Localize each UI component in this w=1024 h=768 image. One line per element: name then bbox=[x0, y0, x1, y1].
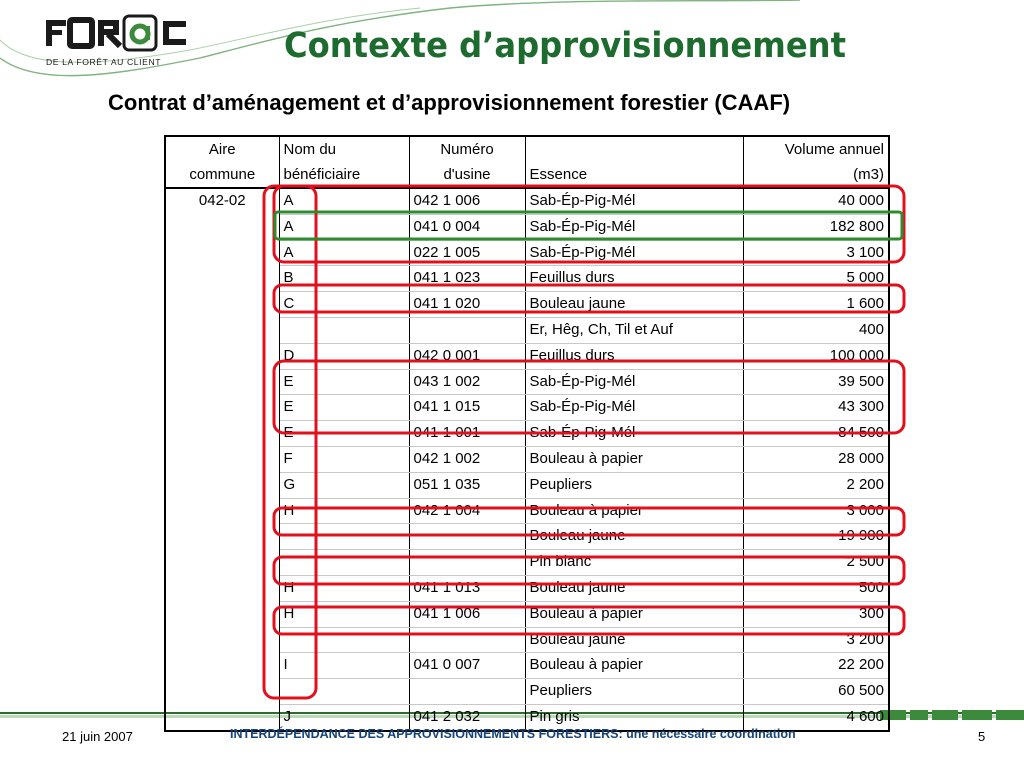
cell-numero-usine: 041 0 004 bbox=[409, 214, 525, 240]
cell-aire-commune bbox=[165, 653, 279, 679]
cell-numero-usine: 042 0 001 bbox=[409, 343, 525, 369]
cell-essence: Sab-Ép-Pig-Mél bbox=[525, 188, 743, 214]
cell-aire-commune bbox=[165, 627, 279, 653]
header-essence: Essence bbox=[525, 162, 743, 188]
cell-numero-usine: 041 0 007 bbox=[409, 653, 525, 679]
cell-beneficiaire: C bbox=[279, 292, 409, 318]
cell-volume-annuel: 100 000 bbox=[743, 343, 889, 369]
cell-aire-commune: 042-02 bbox=[165, 188, 279, 214]
header-nom-line2: bénéficiaire bbox=[279, 162, 409, 188]
cell-numero-usine: 041 1 013 bbox=[409, 575, 525, 601]
cell-aire-commune bbox=[165, 446, 279, 472]
cell-volume-annuel: 4 600 bbox=[743, 704, 889, 730]
cell-volume-annuel: 3 200 bbox=[743, 627, 889, 653]
cell-aire-commune bbox=[165, 472, 279, 498]
cell-aire-commune bbox=[165, 343, 279, 369]
cell-volume-annuel: 2 200 bbox=[743, 472, 889, 498]
cell-beneficiaire: A bbox=[279, 214, 409, 240]
cell-numero-usine: 041 1 020 bbox=[409, 292, 525, 318]
header-aire-line2: commune bbox=[165, 162, 279, 188]
cell-essence: Sab-Ép-Pig-Mél bbox=[525, 369, 743, 395]
table-row bbox=[165, 601, 889, 627]
cell-numero-usine bbox=[409, 627, 525, 653]
cell-numero-usine bbox=[409, 550, 525, 576]
header-volume-line2: (m3) bbox=[743, 162, 889, 188]
table-row bbox=[165, 472, 889, 498]
table-row bbox=[165, 421, 889, 447]
cell-essence: Sab-Ép-Pig-Mél bbox=[525, 395, 743, 421]
cell-essence: Bouleau à papier bbox=[525, 653, 743, 679]
cell-beneficiaire bbox=[279, 317, 409, 343]
cell-numero-usine: 041 1 001 bbox=[409, 421, 525, 447]
table-row bbox=[165, 627, 889, 653]
table-row bbox=[165, 524, 889, 550]
header-volume-line1: Volume annuel bbox=[743, 136, 889, 162]
cell-essence: Bouleau jaune bbox=[525, 292, 743, 318]
cell-essence: Sab-Ép-Pig-Mél bbox=[525, 421, 743, 447]
cell-aire-commune bbox=[165, 679, 279, 705]
caaf-table bbox=[164, 135, 890, 732]
footer-title: INTERDÉPENDANCE DES APPROVISIONNEMENTS FORESTIERS: une nécessaire coordination bbox=[230, 727, 796, 741]
header-numero-line1: Numéro bbox=[409, 136, 525, 162]
cell-numero-usine bbox=[409, 317, 525, 343]
table-row bbox=[165, 317, 889, 343]
slide-subtitle: Contrat d’aménagement et d’approvisionnement forestier (CAAF) bbox=[108, 90, 791, 115]
cell-numero-usine: 042 1 004 bbox=[409, 498, 525, 524]
cell-beneficiaire: B bbox=[279, 266, 409, 292]
cell-essence: Pin blanc bbox=[525, 550, 743, 576]
cell-volume-annuel: 28 000 bbox=[743, 446, 889, 472]
cell-essence: Er, Hêg, Ch, Til et Auf bbox=[525, 317, 743, 343]
cell-volume-annuel: 3 000 bbox=[743, 498, 889, 524]
cell-numero-usine bbox=[409, 524, 525, 550]
header-nom-line1: Nom du bbox=[279, 136, 409, 162]
footer-date: 21 juin 2007 bbox=[62, 729, 133, 744]
cell-essence: Bouleau à papier bbox=[525, 498, 743, 524]
cell-numero-usine: 041 1 015 bbox=[409, 395, 525, 421]
cell-beneficiaire bbox=[279, 524, 409, 550]
header-essence-spacer bbox=[525, 136, 743, 162]
header-numero-line2: d'usine bbox=[409, 162, 525, 188]
cell-aire-commune bbox=[165, 395, 279, 421]
cell-beneficiaire bbox=[279, 550, 409, 576]
cell-volume-annuel: 40 000 bbox=[743, 188, 889, 214]
cell-beneficiaire: F bbox=[279, 446, 409, 472]
table-row bbox=[165, 292, 889, 318]
cell-aire-commune bbox=[165, 524, 279, 550]
cell-aire-commune bbox=[165, 266, 279, 292]
cell-numero-usine: 042 1 002 bbox=[409, 446, 525, 472]
cell-essence: Peupliers bbox=[525, 679, 743, 705]
cell-volume-annuel: 500 bbox=[743, 575, 889, 601]
cell-beneficiaire: A bbox=[279, 240, 409, 266]
cell-aire-commune bbox=[165, 369, 279, 395]
cell-essence: Bouleau jaune bbox=[525, 575, 743, 601]
cell-beneficiaire bbox=[279, 627, 409, 653]
cell-beneficiaire: H bbox=[279, 498, 409, 524]
cell-essence: Feuillus durs bbox=[525, 266, 743, 292]
cell-numero-usine: 022 1 005 bbox=[409, 240, 525, 266]
cell-aire-commune bbox=[165, 214, 279, 240]
cell-beneficiaire: G bbox=[279, 472, 409, 498]
table-row bbox=[165, 343, 889, 369]
cell-aire-commune bbox=[165, 317, 279, 343]
cell-volume-annuel: 39 500 bbox=[743, 369, 889, 395]
table-row bbox=[165, 369, 889, 395]
cell-numero-usine: 041 1 023 bbox=[409, 266, 525, 292]
cell-numero-usine: 041 2 032 bbox=[409, 704, 525, 730]
cell-essence: Bouleau à papier bbox=[525, 601, 743, 627]
cell-beneficiaire: H bbox=[279, 601, 409, 627]
footer-band-blocks bbox=[880, 710, 1024, 720]
forac-logo bbox=[40, 10, 190, 72]
cell-numero-usine: 051 1 035 bbox=[409, 472, 525, 498]
cell-essence: Bouleau jaune bbox=[525, 627, 743, 653]
cell-aire-commune bbox=[165, 575, 279, 601]
table-row bbox=[165, 395, 889, 421]
cell-aire-commune bbox=[165, 421, 279, 447]
cell-numero-usine: 043 1 002 bbox=[409, 369, 525, 395]
cell-aire-commune bbox=[165, 292, 279, 318]
cell-numero-usine: 042 1 006 bbox=[409, 188, 525, 214]
table-row bbox=[165, 550, 889, 576]
cell-essence: Bouleau à papier bbox=[525, 446, 743, 472]
cell-beneficiaire: E bbox=[279, 395, 409, 421]
cell-volume-annuel: 1 600 bbox=[743, 292, 889, 318]
cell-beneficiaire bbox=[279, 679, 409, 705]
table-row bbox=[165, 446, 889, 472]
cell-essence: Bouleau jaune bbox=[525, 524, 743, 550]
table-row bbox=[165, 188, 889, 214]
table-row bbox=[165, 214, 889, 240]
cell-volume-annuel: 300 bbox=[743, 601, 889, 627]
table-row bbox=[165, 240, 889, 266]
cell-beneficiaire: I bbox=[279, 653, 409, 679]
cell-beneficiaire: D bbox=[279, 343, 409, 369]
slide-title: Contexte d’approvisionnement bbox=[284, 26, 846, 66]
cell-beneficiaire: J bbox=[279, 704, 409, 730]
cell-volume-annuel: 400 bbox=[743, 317, 889, 343]
caaf-table-body bbox=[165, 188, 889, 731]
cell-essence: Sab-Ép-Pig-Mél bbox=[525, 240, 743, 266]
table-row bbox=[165, 498, 889, 524]
cell-volume-annuel: 22 200 bbox=[743, 653, 889, 679]
table-row bbox=[165, 266, 889, 292]
header-aire-line1: Aire bbox=[165, 136, 279, 162]
cell-volume-annuel: 84 500 bbox=[743, 421, 889, 447]
table-row bbox=[165, 679, 889, 705]
cell-volume-annuel: 60 500 bbox=[743, 679, 889, 705]
cell-volume-annuel: 5 000 bbox=[743, 266, 889, 292]
cell-essence: Sab-Ép-Pig-Mél bbox=[525, 214, 743, 240]
table-row bbox=[165, 575, 889, 601]
table-row bbox=[165, 653, 889, 679]
cell-aire-commune bbox=[165, 550, 279, 576]
cell-beneficiaire: A bbox=[279, 188, 409, 214]
cell-volume-annuel: 19 900 bbox=[743, 524, 889, 550]
cell-volume-annuel: 3 100 bbox=[743, 240, 889, 266]
cell-essence: Pin gris bbox=[525, 704, 743, 730]
cell-volume-annuel: 43 300 bbox=[743, 395, 889, 421]
cell-aire-commune bbox=[165, 601, 279, 627]
cell-volume-annuel: 2 500 bbox=[743, 550, 889, 576]
cell-essence: Peupliers bbox=[525, 472, 743, 498]
page-number: 5 bbox=[978, 729, 986, 744]
logo-tagline: DE LA FORÊT AU CLIENT bbox=[46, 57, 162, 67]
cell-volume-annuel: 182 800 bbox=[743, 214, 889, 240]
cell-essence: Feuillus durs bbox=[525, 343, 743, 369]
cell-aire-commune bbox=[165, 240, 279, 266]
cell-beneficiaire: H bbox=[279, 575, 409, 601]
cell-aire-commune bbox=[165, 498, 279, 524]
cell-beneficiaire: E bbox=[279, 369, 409, 395]
cell-numero-usine: 041 1 006 bbox=[409, 601, 525, 627]
cell-beneficiaire: E bbox=[279, 421, 409, 447]
cell-numero-usine bbox=[409, 679, 525, 705]
